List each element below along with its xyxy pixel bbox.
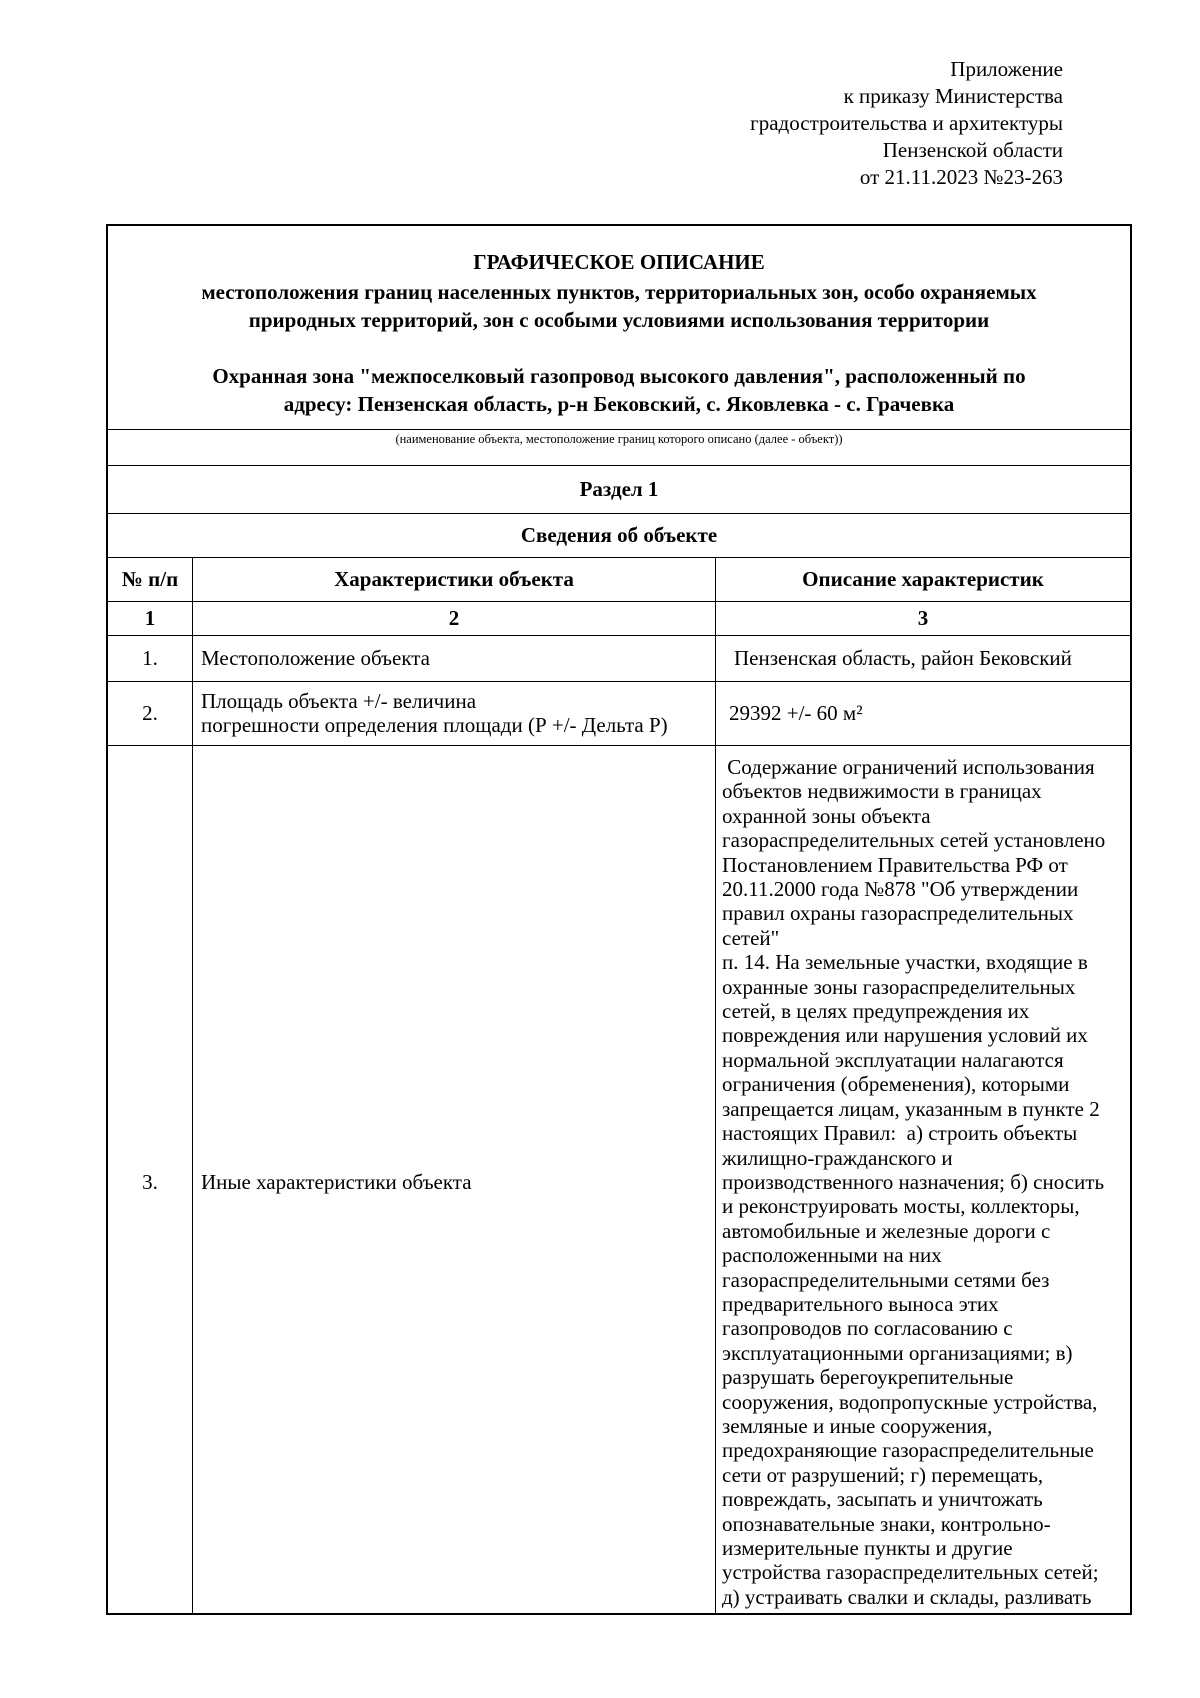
row-number: 3.	[142, 1170, 158, 1194]
title-block	[108, 226, 1130, 430]
header-characteristics: Характеристики объекта	[334, 567, 574, 591]
document-frame	[106, 224, 1132, 1615]
object-name-line: Охранная зона "межпоселковый газопровод высокого давления", расположенный по	[212, 364, 1026, 388]
row-number: 1.	[142, 646, 158, 670]
appendix-date-line: от 21.11.2023 №23-263	[859, 165, 1063, 189]
description-line: эксплуатационными организациями; в)	[722, 1340, 1073, 1365]
description-line: сети от разрушений; г) перемещать,	[722, 1462, 1044, 1487]
description-line: сетей, в целях предупреждения их	[722, 999, 1030, 1024]
subtitle-line: местоположения границ населенных пунктов, территориальных зон, особо охраняемых	[201, 280, 1037, 304]
description-line: объектов недвижимости в границах	[722, 779, 1042, 804]
appendix-line: градостроительства и архитектуры	[750, 111, 1063, 135]
description-line: автомобильные и железные дороги с	[722, 1218, 1051, 1243]
description-line: предохраняющие газораспределительные	[722, 1438, 1094, 1463]
column-divider	[192, 557, 193, 1615]
description-line: жилищно-гражданского и	[722, 1145, 953, 1170]
description-line: сооружения, водопропускные устройства,	[722, 1389, 1098, 1414]
description-line: повреждения или нарушения условий их	[722, 1023, 1088, 1048]
description-line: предварительного выноса этих	[722, 1291, 999, 1316]
appendix-note	[750, 56, 1063, 191]
description-line: Содержание ограничений использования	[722, 755, 1095, 779]
appendix-line: к приказу Министерства	[843, 84, 1063, 108]
description-line: газопроводов по согласованию с	[722, 1316, 1013, 1341]
section-subtitle: Сведения об объекте	[520, 523, 718, 547]
description-line: земляные и иные сооружения,	[722, 1413, 993, 1438]
characteristic-line: погрешности определения площади (Р +/- Дельта Р)	[201, 713, 668, 738]
description-line: разрушать берегоукрепительные	[722, 1365, 1014, 1390]
description-line: охранные зоны газораспределительных	[722, 974, 1076, 999]
description-line: устройства газораспределительных сетей;	[722, 1560, 1099, 1585]
document-subtitle	[108, 278, 1130, 334]
description-line: расположенными на них	[722, 1243, 942, 1268]
row-description: 29392 +/- 60 м²	[729, 701, 863, 725]
document-title: ГРАФИЧЕСКОЕ ОПИСАНИЕ	[473, 250, 765, 274]
object-name	[108, 362, 1130, 418]
description-line: газораспределительными сетями без	[722, 1267, 1050, 1292]
description-line: и реконструировать мосты, коллекторы,	[722, 1194, 1080, 1219]
row-characteristic: Иные характеристики объекта	[201, 1170, 472, 1194]
divider	[108, 429, 1130, 430]
description-line: повреждать, засыпать и уничтожать	[722, 1487, 1043, 1512]
header-num: № п/п	[121, 567, 179, 591]
object-name-line: адресу: Пензенская область, р-н Бековский, с. Яковлевка - с. Грачевка	[283, 392, 955, 416]
description-line: опознавательные знаки, контрольно-	[722, 1511, 1051, 1536]
description-line: п. 14. На земельные участки, входящие в	[722, 950, 1088, 975]
row-description: Пензенская область, район Бековский	[734, 646, 1072, 670]
column-number: 1	[144, 606, 156, 630]
row-number: 2.	[142, 701, 158, 725]
description-line: газораспределительных сетей установлено	[722, 828, 1106, 853]
description-line: Постановлением Правительства РФ от	[722, 852, 1068, 877]
description-line: охранной зоны объекта	[722, 803, 931, 828]
description-line: запрещается лицам, указанным в пункте 2	[722, 1096, 1100, 1121]
description-line: нормальной эксплуатации налагаются	[722, 1047, 1064, 1072]
characteristic-line: Площадь объекта +/- величина	[201, 689, 477, 713]
description-line: д) устраивать свалки и склады, разливать	[722, 1584, 1092, 1609]
row-characteristic	[201, 689, 711, 738]
description-line: 20.11.2000 года №878 "Об утверждении	[722, 877, 1079, 902]
description-line: ограничения (обременения), которыми	[722, 1072, 1070, 1097]
description-line: настоящих Правил: а) строить объекты	[722, 1121, 1078, 1146]
column-number: 2	[448, 606, 460, 630]
row-description	[722, 755, 1130, 1609]
description-line: сетей"	[722, 925, 780, 950]
subtitle-line: природных территорий, зон с особыми условиями использования территории	[248, 308, 990, 332]
description-line: измерительные пункты и другие	[722, 1536, 1013, 1560]
appendix-line: Пензенской области	[882, 138, 1063, 162]
description-line: правил охраны газораспределительных	[722, 901, 1074, 926]
appendix-line: Приложение	[950, 57, 1063, 81]
column-number: 3	[917, 606, 929, 630]
description-line: производственного назначения; б) сносить	[722, 1169, 1105, 1194]
section-title: Раздел 1	[579, 477, 659, 501]
divider	[108, 745, 1130, 746]
column-divider	[715, 557, 716, 1615]
header-description: Описание характеристик	[802, 567, 1044, 591]
object-caption: (наименование объекта, местоположение границ которого описано (далее - объект))	[395, 432, 843, 446]
row-characteristic: Местоположение объекта	[201, 646, 431, 670]
